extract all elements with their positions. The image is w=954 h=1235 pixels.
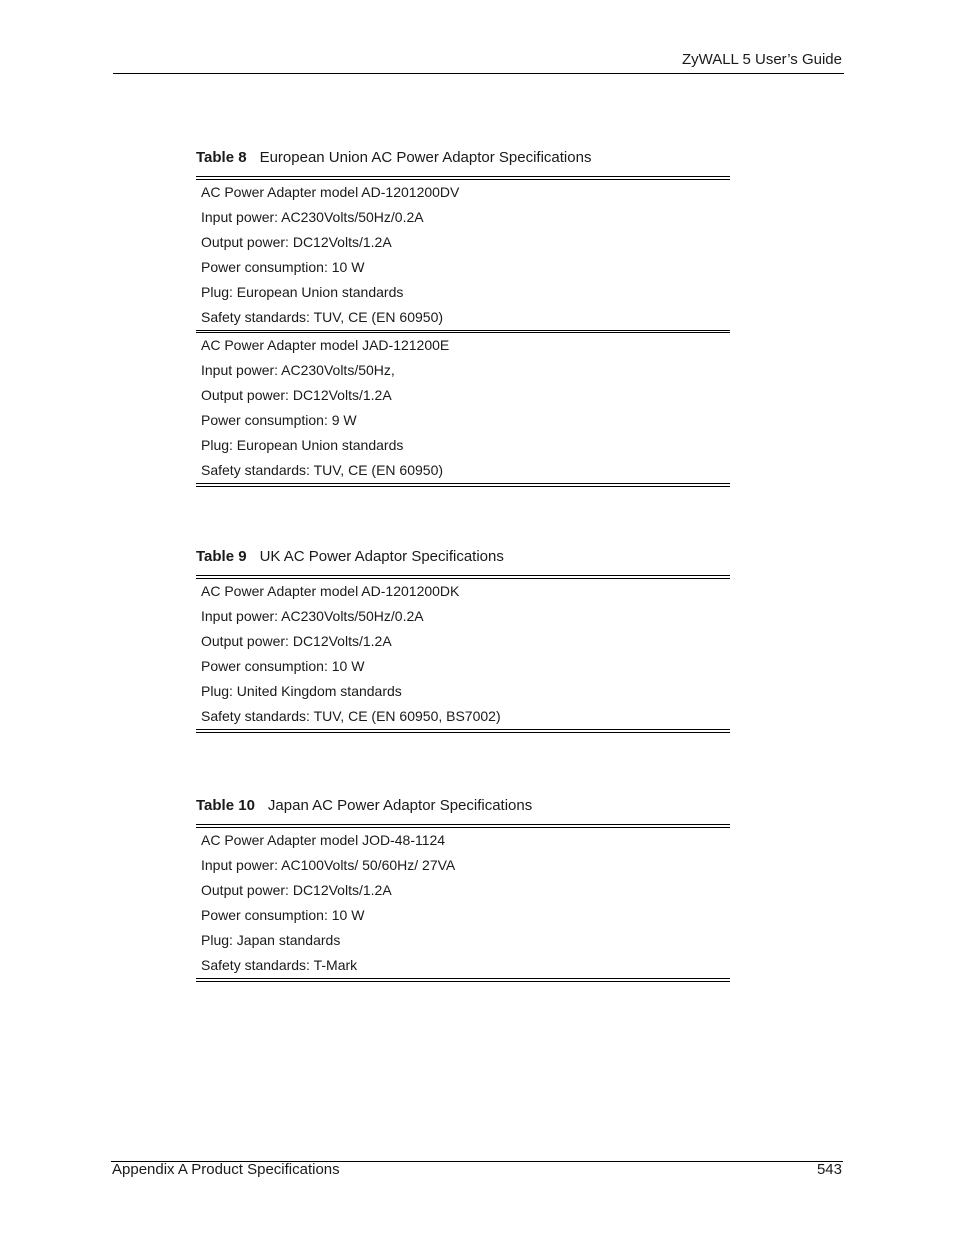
table-number: Table 8: [196, 149, 247, 166]
table-row: AC Power Adapter model JAD-121200E: [201, 337, 450, 353]
table-row: Power consumption: 10 W: [201, 259, 365, 275]
table-row: Input power: AC230Volts/50Hz,: [201, 362, 395, 378]
table-row: Plug: Japan standards: [201, 932, 341, 948]
table-title: European Union AC Power Adaptor Specifications: [259, 149, 592, 166]
table-row: Plug: European Union standards: [201, 284, 404, 300]
table-number: Table 9: [196, 548, 247, 565]
table-9: [196, 547, 730, 733]
page-number: 543: [816, 1161, 842, 1178]
table-row: Output power: DC12Volts/1.2A: [201, 882, 392, 898]
table-row: Power consumption: 10 W: [201, 907, 365, 923]
table-row: Safety standards: TUV, CE (EN 60950): [201, 309, 444, 325]
table-row: Safety standards: TUV, CE (EN 60950): [201, 462, 444, 478]
table-caption: [196, 796, 730, 815]
table-row: Power consumption: 9 W: [201, 412, 357, 428]
table-caption: [196, 148, 730, 167]
table-10: [196, 796, 730, 982]
table-title: UK AC Power Adaptor Specifications: [259, 548, 504, 565]
table-bottom-rule: [196, 729, 730, 733]
header-rule: [113, 73, 844, 74]
table-row: Output power: DC12Volts/1.2A: [201, 387, 392, 403]
table-bottom-rule: [196, 483, 730, 487]
table-row: Input power: AC100Volts/ 50/60Hz/ 27VA: [201, 857, 456, 873]
table-row: Output power: DC12Volts/1.2A: [201, 633, 392, 649]
table-bottom-rule: [196, 978, 730, 982]
table-row: AC Power Adapter model AD-1201200DV: [201, 184, 460, 200]
table-caption: [196, 547, 730, 566]
table-8: [196, 148, 730, 487]
running-header-title: ZyWALL 5 User’s Guide: [681, 51, 842, 68]
table-row: Output power: DC12Volts/1.2A: [201, 234, 392, 250]
table-number: Table 10: [196, 797, 255, 814]
table-row: Safety standards: TUV, CE (EN 60950, BS7002): [201, 708, 501, 724]
table-row: AC Power Adapter model AD-1201200DK: [201, 583, 460, 599]
table-row: AC Power Adapter model JOD-48-1124: [201, 832, 446, 848]
table-title: Japan AC Power Adaptor Specifications: [267, 797, 533, 814]
table-row: Power consumption: 10 W: [201, 658, 365, 674]
table-row: Input power: AC230Volts/50Hz/0.2A: [201, 209, 424, 225]
footer-section-title: Appendix A Product Specifications: [112, 1161, 340, 1178]
table-row: Plug: United Kingdom standards: [201, 683, 402, 699]
table-row: Safety standards: T-Mark: [201, 957, 358, 973]
table-row: Input power: AC230Volts/50Hz/0.2A: [201, 608, 424, 624]
table-row: Plug: European Union standards: [201, 437, 404, 453]
